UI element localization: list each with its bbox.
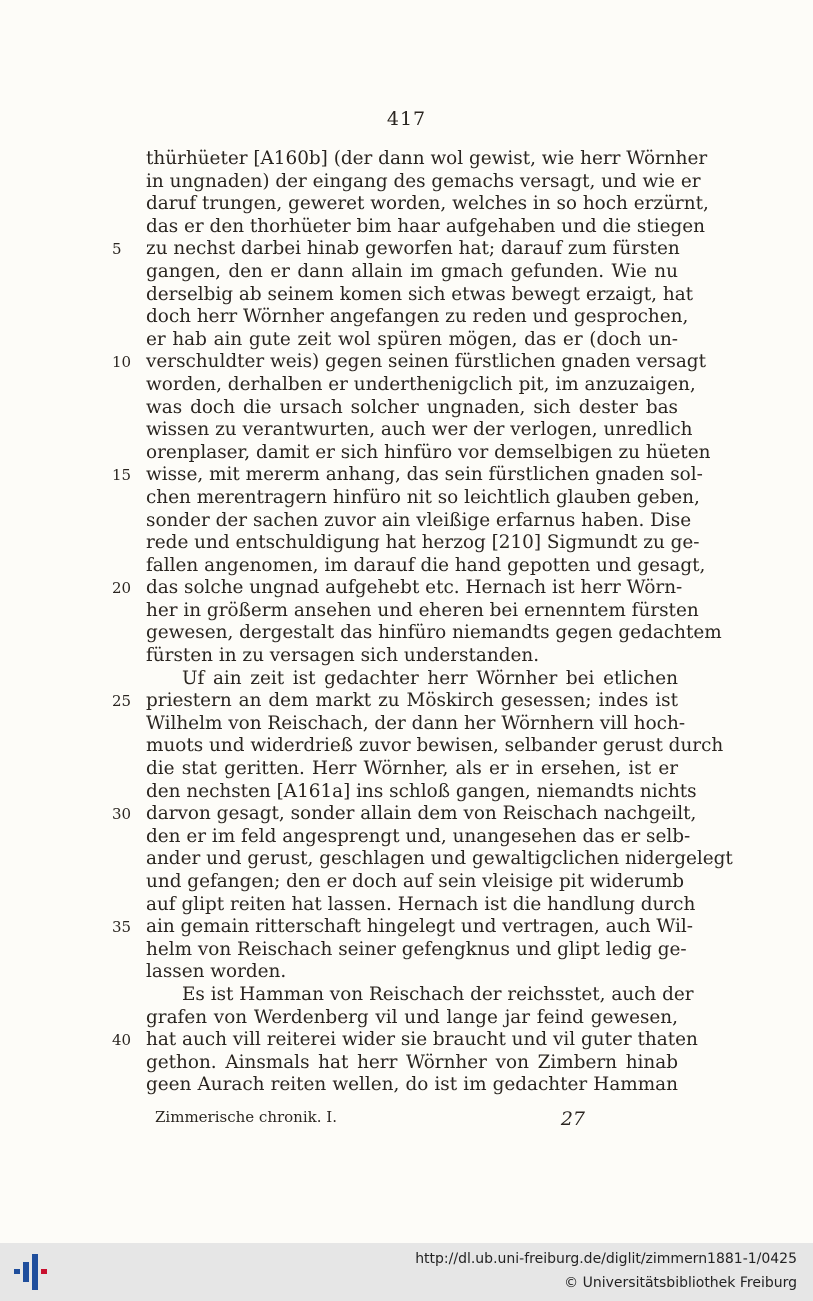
line-text: das solche ungnad aufgehebt etc. Hernach ist herr Wörn- xyxy=(146,577,683,599)
line-text: geen Aurach reiten wellen, do ist im gedachter Hamman xyxy=(146,1074,678,1096)
text-line xyxy=(146,373,696,397)
line-text: er hab ain gute zeit wol spüren mögen, das er (doch un- xyxy=(146,328,678,350)
text-line xyxy=(146,329,678,352)
body-text xyxy=(112,148,733,1097)
text-line xyxy=(112,1029,698,1052)
text-line xyxy=(112,464,703,487)
line-text: was doch die ursach solcher ungnaden, sich dester bas xyxy=(146,396,678,418)
text-line xyxy=(146,983,694,1007)
line-text: hat auch vill reiterei wider sie braucht und vil guter thaten xyxy=(146,1029,698,1051)
copyright-notice: © Universitätsbibliothek Freiburg xyxy=(564,1275,797,1291)
line-text: grafen von Werdenberg vil und lange jar feind gewesen, xyxy=(146,1006,678,1028)
line-text: chen merentragern hinfüro nit so leichtlich glauben geben, xyxy=(146,486,700,508)
line-text: gethon. Ainsmals hat herr Wörnher von Zimbern hinab xyxy=(146,1051,678,1073)
text-line xyxy=(112,690,678,713)
text-line xyxy=(146,170,701,194)
text-line xyxy=(112,577,683,600)
text-line xyxy=(146,215,706,239)
line-text: den nechsten [A161a] ins schloß gangen, niemandts nichts xyxy=(146,780,697,802)
footer-title: Zimmerische chronik. I. xyxy=(155,1108,337,1126)
text-line xyxy=(146,848,733,871)
line-text: derselbig ab seinem komen sich etwas bewegt erzaigt, hat xyxy=(146,283,694,305)
line-text: her in größerm ansehen und eheren bei ernenntem fürsten xyxy=(146,599,699,621)
line-number: 35 xyxy=(112,918,132,937)
line-text: sonder der sachen zuvor ain vleißige erfarnus haben. Dise xyxy=(146,509,692,531)
text-line xyxy=(146,668,678,691)
permalink-url[interactable]: http://dl.ub.uni-freiburg.de/diglit/zimmern1881-1/0425 xyxy=(415,1251,797,1267)
line-text: wisse, mit mererm anhang, das sein fürstlichen gnaden sol- xyxy=(146,464,703,486)
text-line xyxy=(146,712,686,736)
line-text: darvon gesagt, sonder allain dem von Reischach nachgeilt, xyxy=(146,803,697,825)
text-line xyxy=(146,893,696,917)
text-line xyxy=(146,419,693,442)
text-line xyxy=(146,1052,678,1075)
text-line xyxy=(146,148,708,171)
text-line xyxy=(146,599,699,623)
text-line xyxy=(146,622,722,645)
text-line xyxy=(112,916,693,939)
line-text: priestern an dem markt zu Möskirch gesessen; indes ist xyxy=(146,690,678,712)
line-number: 25 xyxy=(112,692,132,711)
line-text: ander und gerust, geschlagen und gewaltigclichen nidergelegt xyxy=(146,848,733,870)
line-number: 40 xyxy=(112,1031,132,1050)
line-text: wissen zu verantwurten, auch wer der verlogen, unredlich xyxy=(146,419,693,441)
text-line xyxy=(146,735,724,758)
text-line xyxy=(112,238,680,261)
line-text: doch herr Wörnher angefangen zu reden und gesprochen, xyxy=(146,306,689,328)
text-line xyxy=(146,306,689,329)
text-line xyxy=(146,758,678,781)
text-line xyxy=(146,1074,678,1097)
text-line xyxy=(146,961,678,984)
text-line xyxy=(146,283,694,307)
text-line xyxy=(146,486,700,510)
text-line xyxy=(146,532,700,555)
line-text: den er im feld angesprengt und, unangesehen das er selb- xyxy=(146,825,691,847)
line-text: und gefangen; den er doch auf sein vleisige pit widerumb xyxy=(146,871,685,892)
line-text: helm von Reischach seiner gefengknus und glipt ledig ge- xyxy=(146,938,687,960)
line-text: auf glipt reiten hat lassen. Hernach ist die handlung durch xyxy=(146,893,696,915)
page-number: 417 xyxy=(386,108,427,130)
line-text: orenplaser, damit er sich hinfüro vor demselbigen zu hüeten xyxy=(146,441,711,463)
text-line xyxy=(146,509,692,533)
viewer-footer-bar xyxy=(0,1243,813,1301)
line-text: ain gemain ritterschaft hingelegt und vertragen, auch Wil- xyxy=(146,916,693,938)
signature-mark: 27 xyxy=(560,1108,585,1130)
line-text: daruf trungen, geweret worden, welches in so hoch erzürnt, xyxy=(146,193,709,215)
line-text: muots und widerdrieß zuvor bewisen, selbander gerust durch xyxy=(146,735,724,757)
line-text: Es ist Hamman von Reischach der reichsstet, auch der xyxy=(182,983,694,1005)
text-line xyxy=(146,780,697,804)
text-line xyxy=(146,938,687,962)
line-text: fürsten in zu versagen sich understanden. xyxy=(146,645,540,667)
line-number: 5 xyxy=(112,240,122,259)
text-line xyxy=(112,803,697,826)
text-line xyxy=(146,1007,678,1030)
line-text: Uf ain zeit ist gedachter herr Wörnher bei etlichen xyxy=(182,667,678,689)
text-line xyxy=(146,261,678,284)
text-line xyxy=(146,871,685,894)
line-number: 30 xyxy=(112,805,132,824)
line-text: das er den thorhüeter bim haar aufgehaben und die stiegen xyxy=(146,215,706,237)
line-text: gewesen, dergestalt das hinfüro niemandts gegen gedachtem xyxy=(146,622,722,644)
line-text: worden, derhalben er underthenigclich pit, im anzuzaigen, xyxy=(146,373,696,395)
line-text: fallen angenomen, im darauf die hand gepotten und gesagt, xyxy=(146,554,706,576)
text-line xyxy=(146,397,678,420)
line-text: Wilhelm von Reischach, der dann her Wörnhern vill hoch- xyxy=(146,712,686,734)
text-line xyxy=(146,825,691,849)
line-text: verschuldter weis) gegen seinen fürstlichen gnaden versagt xyxy=(146,351,706,373)
text-line xyxy=(112,351,706,374)
line-number: 20 xyxy=(112,579,132,598)
ub-freiburg-logo-icon[interactable] xyxy=(12,1252,50,1292)
line-text: lassen worden. xyxy=(146,961,287,983)
text-line xyxy=(146,441,711,465)
text-line xyxy=(146,554,706,578)
line-text: zu nechst darbei hinab geworfen hat; darauf zum fürsten xyxy=(146,238,680,260)
text-line xyxy=(146,193,709,216)
page-footer xyxy=(155,1108,585,1132)
line-text: in ungnaden) der eingang des gemachs versagt, und wie er xyxy=(146,170,701,192)
line-text: die stat geritten. Herr Wörnher, als er in ersehen, ist er xyxy=(146,758,678,780)
line-number: 10 xyxy=(112,353,132,372)
line-text: thürhüeter [A160b] (der dann wol gewist, wie herr Wörnher xyxy=(146,148,708,169)
text-line xyxy=(146,645,678,668)
line-text: rede und entschuldigung hat herzog [210] Sigmundt zu ge- xyxy=(146,532,700,554)
line-number: 15 xyxy=(112,466,132,485)
line-text: gangen, den er dann allain im gmach gefunden. Wie nu xyxy=(146,260,678,282)
